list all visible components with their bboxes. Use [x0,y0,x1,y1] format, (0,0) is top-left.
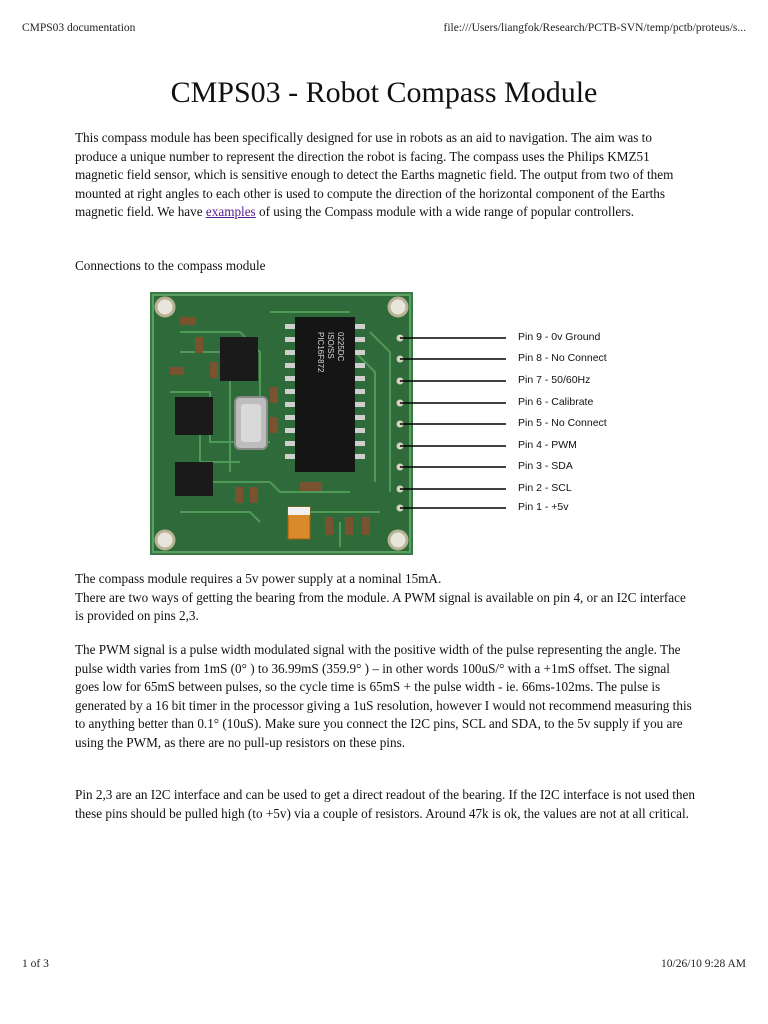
pin-label-7: Pin 7 - 50/60Hz [518,374,591,386]
pin-label-6: Pin 6 - Calibrate [518,396,594,408]
examples-link[interactable]: examples [205,204,256,220]
i2c-paragraph: Pin 2,3 are an I2C interface and can be used to get a direct readout of the bearing. If the I2C interface is not used then these pins should be pulled high (to +5v) via a couple of resistors. Around 47k is ok, the values are not at all critical. [75,787,695,821]
intro-text-end: of using the Compass module with a wide range of popular controllers. [255,204,635,220]
page-number: 1 of 3 [22,958,49,970]
print-timestamp: 10/26/10 9:28 AM [661,958,746,970]
page-title: CMPS03 - Robot Compass Module [170,76,598,109]
pin-label-1: Pin 1 - +5v [518,501,569,513]
pin-label-2: Pin 2 - SCL [518,482,572,494]
compass-module-photo [150,292,413,555]
pin-label-8: Pin 8 - No Connect [518,352,607,364]
connections-heading: Connections to the compass module [75,258,266,273]
pin-label-3: Pin 3 - SDA [518,460,573,472]
pin-label-5: Pin 5 - No Connect [518,417,607,429]
power-supply-line: The compass module requires a 5v power supply at a nominal 15mA. [75,571,442,586]
intro-text-start: This compass module has been specifically designed for use in robots as an aid to navigation. The aim was to produce a unique number to represent the direction the robot is facing. The compass uses the Philips KMZ51 magnetic field sensor, which is sensitive enough to detect the Earths magnetic field. The output from two of them mounted at right angles to each other is used to compute the direction of the horizontal component of the Earths magnetic field. We have [75,130,674,220]
bearing-methods-line: There are two ways of getting the bearing from the module. A PWM signal is available on pin 4, or an I2C interface is provided on pins 2,3. [75,589,686,624]
power-paragraph [75,570,695,626]
chip-marking-2: ISO/SS [326,332,335,359]
page-header-url: file:///Users/liangfok/Research/PCTB-SVN/temp/pctb/proteus/s... [443,22,746,34]
pin-label-9: Pin 9 - 0v Ground [518,331,601,343]
chip-marking-3: 0225DC [336,332,345,362]
chip-marking-1: PIC16F872 [316,332,325,373]
intro-paragraph [75,129,695,222]
page-header-title: CMPS03 documentation [22,22,136,34]
pin-label-4: Pin 4 - PWM [518,439,577,451]
pwm-paragraph: The PWM signal is a pulse width modulated signal with the positive width of the pulse representing the angle. The pulse width varies from 1mS (0° ) to 36.99mS (359.9° ) – in other words 100uS/° with a +1mS offset. The signal goes low for 65mS between pulses, so the cycle time is 65mS + the pulse width - ie. 66ms-102ms. The pulse is generated by a 16 bit timer in the processor giving a 1uS resolution, however I would not recommend measuring this to anything better than 0.1° (10uS). Make sure you connect the I2C pins, SCL and SDA, to the 5v supply if you are using the PWM, as there are no pull-up resistors on these pins. [75,642,692,750]
